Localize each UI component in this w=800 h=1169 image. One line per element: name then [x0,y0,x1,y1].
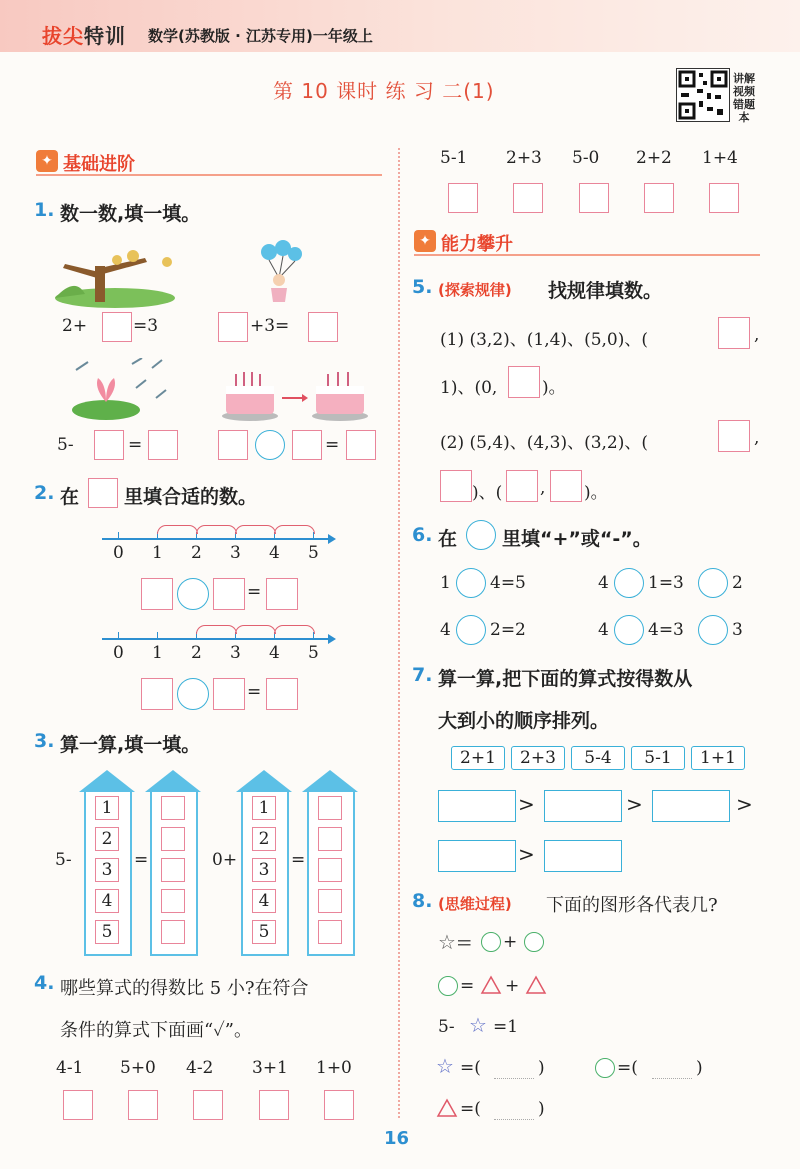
q5-line-4a: )、( [472,483,503,503]
q5-line-2b: )。 [542,378,566,398]
q3-text: 算一算,填一填。 [60,734,201,756]
q1a-pre: 2+ [62,316,88,336]
birthday-cakes-picture [222,364,372,422]
tower-number: 3 [95,858,119,882]
q5-box-1[interactable] [718,317,750,349]
q2b-operator-circle[interactable] [177,678,209,710]
nl2-tick-1: 1 [152,643,163,663]
q1d-answer-box-1[interactable] [218,430,248,460]
q5-number: 5. [412,276,433,298]
q4-check-box-2[interactable] [128,1090,158,1120]
q6-r2-circle-2[interactable] [614,615,644,645]
q5-box-4[interactable] [440,470,472,502]
qr-label: 讲解视频错题本 [733,72,755,124]
q6-r1-c: 4 [598,573,609,593]
q4-text-b: 条件的算式下面画“✓”。 [60,1020,253,1041]
q7-gt-3: > [736,792,753,816]
q4-expr-1: 4-1 [56,1058,84,1078]
q8-e3-pre: 5- [438,1017,455,1037]
q2b-box-3[interactable] [266,678,298,710]
tower-answer-box[interactable] [318,920,342,944]
q8-e1-plus: + [503,932,518,952]
tower-answer-box[interactable] [318,889,342,913]
nl1-tick-0: 0 [113,543,124,563]
jump-arc [196,625,237,634]
tick [118,532,119,540]
q6-r2-d: 4=3 [648,620,684,640]
q1d-answer-box-2[interactable] [292,430,322,460]
q4-expr-4: 3+1 [252,1058,288,1078]
q2b-box-1[interactable] [141,678,173,710]
circle-icon [524,932,544,952]
qr-code-icon[interactable] [676,68,730,122]
page-number: 16 [384,1128,410,1149]
q7-answer-3[interactable] [652,790,730,822]
q1a-answer-box[interactable] [102,312,132,342]
lotus-dragonflies-picture [66,358,174,424]
q2a-box-3[interactable] [266,578,298,610]
jump-arc [196,525,237,534]
q8-a2-answer[interactable] [652,1056,692,1079]
q8-a3-answer[interactable] [494,1097,534,1120]
q2b-box-2[interactable] [213,678,245,710]
tower-number: 2 [252,827,276,851]
q8-number: 8. [412,890,433,912]
q5-line-4c: )。 [584,483,608,503]
number-line-1-arrow [328,534,336,544]
tower-answer-box[interactable] [318,796,342,820]
q6-r1-e: 2 [732,573,743,593]
triangle-icon [480,975,502,995]
q6-r1-circle-3[interactable] [698,568,728,598]
q3-right-prefix: 0+ [212,850,238,870]
q4-expr-3: 4-2 [186,1058,214,1078]
runner-icon: ✦ [36,150,58,172]
q1c-eq: = [128,435,143,455]
q4-check-box-1[interactable] [63,1090,93,1120]
jump-arc [235,625,276,634]
section-title-advanced: 能力攀升 [441,234,513,255]
q6-r2-c: 4 [598,620,609,640]
tower-answer-box[interactable] [161,827,185,851]
nl1-tick-5: 5 [308,543,319,563]
nl2-tick-4: 4 [269,643,280,663]
q7-answer-5[interactable] [544,840,622,872]
q1b-post: +3= [250,316,290,336]
number-line-2-arrow [328,634,336,644]
nl2-tick-2: 2 [191,643,202,663]
nl2-tick-0: 0 [113,643,124,663]
climb-icon: ✦ [414,230,436,252]
tower-roof [145,770,201,792]
nl2-tick-3: 3 [230,643,241,663]
q8-a3-close: ) [538,1099,545,1119]
nl1-tick-3: 3 [230,543,241,563]
q6-r1-circle-2[interactable] [614,568,644,598]
tower-roof [236,770,292,792]
q6-r2-a: 4 [440,620,451,640]
book-title: 数学(苏教版 · 江苏专用)一年级上 [148,27,373,45]
q1c-answer-box-1[interactable] [94,430,124,460]
q1d-eq: = [325,435,340,455]
q5-line-4b: , [540,478,546,498]
q6-r1-circle-1[interactable] [456,568,486,598]
q7-answer-2[interactable] [544,790,622,822]
q4-cont-check-box-5[interactable] [709,183,739,213]
q7-expr-4: 5-1 [631,746,685,770]
q8-e2-eq: = [460,976,475,996]
q6-text-a: 在 [438,528,458,550]
q4-cont-check-box-4[interactable] [644,183,674,213]
q1c-pre: 5- [57,435,74,455]
q1a-post: =3 [133,316,159,336]
q7-answer-1[interactable] [438,790,516,822]
q4-number: 4. [34,972,55,994]
q2b-eq: = [247,682,262,702]
q4-cont-check-box-2[interactable] [513,183,543,213]
q4-text-a: 哪些算式的得数比 5 小?在符合 [60,978,309,999]
star-icon: ☆ [469,1013,487,1037]
circle-icon [595,1058,615,1078]
q4-cont-check-box-1[interactable] [448,183,478,213]
q5-box-3[interactable] [718,420,750,452]
girl-balloons-picture [255,240,305,308]
q7-gt-4: > [518,842,535,866]
q2-box-icon [88,478,118,508]
tower-roof [302,770,358,792]
q8-e1-star: ☆= [438,930,473,954]
q1-number: 1. [34,199,55,221]
q5-box-5[interactable] [506,470,538,502]
tower-number: 4 [252,889,276,913]
q3-right-eq: = [291,850,306,870]
q7-expr-2: 2+3 [511,746,565,770]
tower-answer-box[interactable] [161,858,185,882]
tower-number: 5 [252,920,276,944]
circle-icon [438,976,458,996]
q3-left-eq: = [134,850,149,870]
q7-expr-5: 1+1 [691,746,745,770]
circle-icon [481,932,501,952]
q6-r1-b: 4=5 [490,573,526,593]
q5-text: 找规律填数。 [548,280,663,302]
q4-cont-check-box-3[interactable] [579,183,609,213]
q8-tag: (思维过程) [438,895,512,913]
q3-number: 3. [34,730,55,752]
q8-a1-close: ) [538,1058,545,1078]
triangle-icon [436,1098,458,1118]
jump-arc [274,525,315,534]
q2-text-b: 里填合适的数。 [124,486,258,508]
q2a-eq: = [247,582,262,602]
tower-number: 1 [252,796,276,820]
q7-number: 7. [412,664,433,686]
q5-box-6[interactable] [550,470,582,502]
q8-a2-close: ) [696,1058,703,1078]
q5-line-1-comma: , [754,325,760,345]
q5-line-2a: 1)、(0, [440,378,498,398]
column-divider [398,148,401,1118]
nl2-tick-5: 5 [308,643,319,663]
tower-answer-box[interactable] [318,827,342,851]
q8-a1-open: =( [460,1058,481,1078]
q6-r1-a: 1 [440,573,451,593]
q2-text-a: 在 [60,486,80,508]
q1b-answer-box-2[interactable] [308,312,338,342]
brand-logo: 拔尖特训 [42,24,126,48]
q4-check-box-3[interactable] [193,1090,223,1120]
q7-text-b: 大到小的顺序排列。 [438,710,610,732]
q2a-operator-circle[interactable] [177,578,209,610]
tower-number: 1 [95,796,119,820]
q6-text-b: 里填“+”或“-”。 [502,528,652,550]
tower-number: 2 [95,827,119,851]
tower-answer-box[interactable] [161,796,185,820]
q4-cont-expr-5: 1+4 [702,148,738,168]
q3-left-prefix: 5- [55,850,72,870]
q6-r2-circle-3[interactable] [698,615,728,645]
q2-number: 2. [34,482,55,504]
q6-r2-e: 3 [732,620,743,640]
tower-roof [79,770,135,792]
q4-cont-expr-4: 2+2 [636,148,672,168]
q6-circle-icon [466,520,496,550]
q4-check-box-4[interactable] [259,1090,289,1120]
number-line-2 [102,638,330,640]
jump-arc [235,525,276,534]
q8-a2-open: =( [617,1058,638,1078]
q4-cont-expr-3: 5-0 [572,148,600,168]
q5-tag: (探索规律) [438,281,512,299]
q4-check-box-5[interactable] [324,1090,354,1120]
q7-gt-2: > [626,792,643,816]
jump-arc [274,625,315,634]
tower-number: 3 [252,858,276,882]
q5-line-3: (2) (5,4)、(4,3)、(3,2)、( [440,433,649,453]
q7-answer-4[interactable] [438,840,516,872]
triangle-icon [525,975,547,995]
tower-number: 4 [95,889,119,913]
q8-a3-open: =( [460,1099,481,1119]
q7-gt-1: > [518,792,535,816]
tower-answer-box[interactable] [318,858,342,882]
q8-text: 下面的图形各代表几? [546,895,718,916]
q4-cont-expr-1: 5-1 [440,148,468,168]
q6-r1-d: 1=3 [648,573,684,593]
q7-text-a: 算一算,把下面的算式按得数从 [438,668,693,690]
q7-expr-1: 2+1 [451,746,505,770]
q8-e3-post: =1 [493,1017,519,1037]
q4-expr-5: 1+0 [316,1058,352,1078]
tree-birds-picture [55,246,180,308]
number-line-1 [102,538,330,540]
tick [118,632,119,640]
nl1-tick-2: 2 [191,543,202,563]
tower-answer-box[interactable] [161,920,185,944]
tower-answer-box[interactable] [161,889,185,913]
q7-expr-3: 5-4 [571,746,625,770]
q1d-answer-box-3[interactable] [346,430,376,460]
nl1-tick-4: 4 [269,543,280,563]
q2a-box-2[interactable] [213,578,245,610]
q4-expr-2: 5+0 [120,1058,156,1078]
q8-e2-plus: + [505,976,520,996]
q5-line-3-comma: , [754,428,760,448]
q8-a1-answer[interactable] [494,1056,534,1079]
tick [157,632,158,640]
q4-cont-expr-2: 2+3 [506,148,542,168]
q6-r2-circle-1[interactable] [456,615,486,645]
q6-r2-b: 2=2 [490,620,526,640]
tower-number: 5 [95,920,119,944]
q1-text: 数一数,填一填。 [60,203,201,225]
nl1-tick-1: 1 [152,543,163,563]
jump-arc [157,525,198,534]
q5-box-2[interactable] [508,366,540,398]
q6-number: 6. [412,524,433,546]
q1b-answer-box-1[interactable] [218,312,248,342]
q1d-operator-circle[interactable] [255,430,285,460]
star-icon: ☆ [436,1054,454,1078]
q1c-answer-box-2[interactable] [148,430,178,460]
q5-line-1: (1) (3,2)、(1,4)、(5,0)、( [440,330,649,350]
section-title-basic: 基础进阶 [63,154,135,175]
lesson-title: 第 10 课时 练 习 二(1) [273,79,495,103]
q2a-box-1[interactable] [141,578,173,610]
